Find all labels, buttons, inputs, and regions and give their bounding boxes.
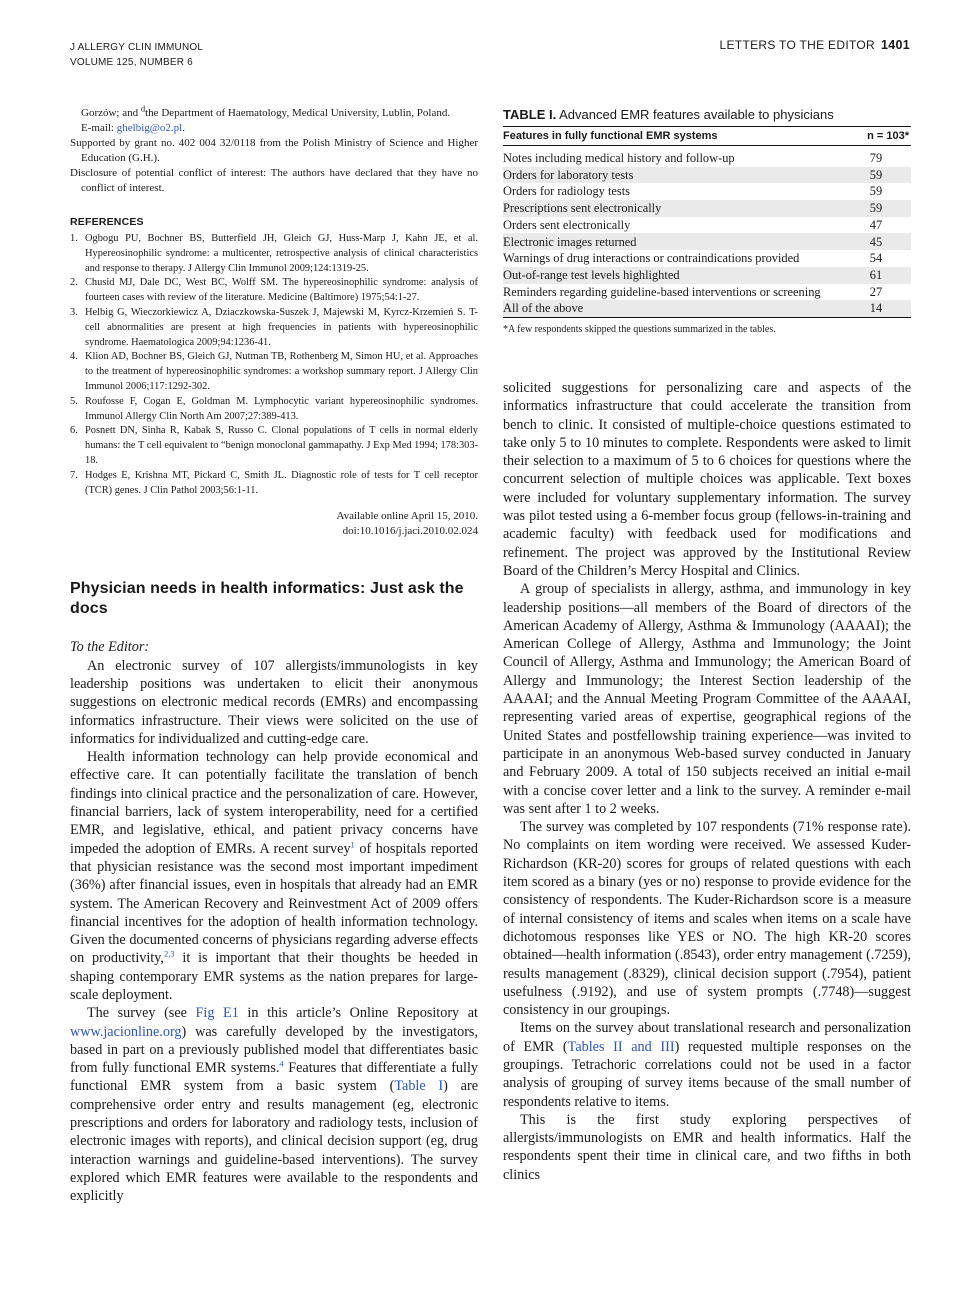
reference-item: 4. Klion AD, Bochner BS, Gleich GJ, Nutman TB, Rothenberg M, Simon HU, et al. Approaches to the treatment of hypereosinophilic syndromes: a workshop summary report. J Allergy Clin Immunol 2006;117:1292-302. — [70, 351, 478, 392]
left-column — [70, 103, 479, 1206]
available-online: Available online April 15, 2010. — [336, 510, 478, 523]
reference-item: 1. Ogbogu PU, Bochner BS, Butterfield JH, Gleich GJ, Huss-Marp J, Kahn JE, et al. Hypereosinophilic syndrome: a multicenter, retrospective analysis of clinical characteristics and response to therapy. J Allergy Clin Immunol 2009;124:1319-25. — [70, 233, 478, 274]
running-header-left — [70, 40, 203, 70]
body-paragraph: The survey was completed by 107 respondents (71% response rate). No complaints on item wording were received. We assessed Kuder-Richardson (KR-20) scores for groups of related questions with each item scored as a binary (yes or no) response to provide evidence for the consistency of respondents. The Kuder-Richardson score is a measure of internal consistency of items and scales when items on a scale have dichotomous responses like YES or NO. The high KR-20 scores obtained—health information (.8543), order entry management (.7259), results management (.8329), clinical decision support (.7954), patient usefulness (.9192), and use of system prompts (.7748)—suggest consistency in our groupings. — [503, 819, 911, 1019]
article-body-right — [503, 379, 911, 1184]
availability-note — [70, 509, 478, 539]
body-paragraph: This is the first study exploring perspectives of allergists/immunologists on EMR and health informatics. Half the respondents spent their time in clinical care, and two fifths in both clinics — [503, 1111, 911, 1183]
email-link[interactable]: ghelbig@o2.pl — [116, 122, 183, 134]
reference-item: 2. Chusid MJ, Dale DC, West BC, Wolff SM. The hypereosinophilic syndrome: analysis of fourteen cases with review of the literature. Medicine (Baltimore) 1975;54:1-27. — [70, 277, 478, 304]
table-1 — [503, 106, 911, 337]
affiliation-footnote: Gorzów; and $^d$the Department of Haematology, Medical University, Lublin, Poland. E-mail: ghelbig@o2.pl. — [81, 103, 451, 134]
citation-sup: 2,3 — [163, 948, 175, 959]
table-header-features: Features in fully functional EMR systems — [503, 127, 821, 146]
table-footnote: *A few respondents skipped the questions summarized in the tables. — [503, 323, 776, 335]
salutation: To the Editor: — [70, 639, 150, 656]
funding-footnote: Supported by grant no. 402 004 32/0118 from the Polish Ministry of Science and Higher Education (G.H.). — [70, 137, 478, 164]
references-list — [70, 232, 478, 498]
table-row: Warnings of drug interactions or contraindications provided 54 — [503, 251, 883, 266]
repository-link[interactable]: www.jacionline.org — [70, 1023, 182, 1040]
body-paragraph: Health information technology can help provide economical and effective care. It can potentially facilitate the translation of bench findings into clinical practice and the personalization of care. However, financial barriers, lack of system interoperability, need for a certified EMR, and legislative, ethical, and patient privacy concerns have impeded the adoption of EMRs. A recent survey$^1$ of hospitals reported that physician resistance was the second most important impediment (36%) after financial issues, even in hospitals that already had an EMR system. The American Recovery and Reinvestment Act of 2009 offers financial incentives for the adoption of health information technology. Given the documented concerns of physicians regarding adverse effects on productivity,$^{2,3}$ it is important that their thoughts be heeded in shaping contemporary EMR systems as the nation prepares for large-scale deployment. — [70, 749, 479, 1003]
table-row: All of the above 14 — [503, 300, 911, 317]
article-body-left — [70, 657, 478, 1206]
reference-item: 3. Helbig G, Wieczorkiewicz A, Dziaczkowska-Suszek J, Majewski M, Kyrcz-Krzemień S. T-cell abnormalities are present at high frequencies in patients with hypereosinophilic syndrome. Haematologica 2009;94:1236-41. — [70, 306, 478, 348]
citation-sup: 4 — [279, 1058, 284, 1069]
doi: doi:10.1016/j.jaci.2010.02.024 — [342, 525, 478, 538]
table-row: Notes including medical history and follow-up 79 — [503, 151, 883, 166]
table-row: Out-of-range test levels highlighted 61 — [503, 267, 911, 284]
body-paragraph: An electronic survey of 107 allergists/immunologists in key leadership positions was undertaken to elicit their anonymous suggestions on electronic medical records (EMRs) and encompassing informatics infrastructure. Their views were solicited on the use of informatics for individualized and cutting-edge care. — [70, 657, 478, 747]
page-number: 1401 — [880, 38, 910, 52]
tables-link[interactable]: Tables II and III — [567, 1038, 675, 1055]
journal-name: J ALLERGY CLIN IMMUNOL — [70, 42, 204, 53]
reference-item: 6. Posnett DN, Sinha R, Kabak S, Russo C. Clonal populations of T cells in normal elderly humans: the T cell equivalent to “benign monoclonal gammapathy. J Exp Med 1994; 178:303-18. — [70, 425, 478, 466]
references-heading: REFERENCES — [70, 216, 144, 228]
table-row: Electronic images returned 45 — [503, 233, 911, 250]
table-row: Prescriptions sent electronically 59 — [503, 200, 911, 217]
volume-number: VOLUME 125, NUMBER 6 — [70, 57, 193, 68]
article-title: Physician needs in health informatics: Just ask the docs — [70, 580, 464, 618]
reference-item: 5. Roufosse F, Cogan E, Goldman M. Lymphocytic variant hypereosinophilic syndromes. Immunol Allergy Clin North Am 2007;27:389-413. — [70, 395, 478, 422]
table-row: Reminders regarding guideline-based interventions or screening 27 — [503, 284, 883, 299]
table-row: Orders sent electronically 47 — [503, 217, 883, 232]
table-row: Orders for laboratory tests 59 — [503, 167, 911, 184]
body-paragraph: A group of specialists in allergy, asthma, and immunology in key leadership positions—all members of the Board of directors of the American Academy of Allergy, Asthma & Immunology (AAAAI); the American College of Allergy, Asthma and Immunology; the Joint Council of Allergy, Asthma and Immunology; the American Board of Allergy and Immunology; the Interest Section leadership of the AAAAI; and the Annual Meeting Program Committee of the AAAAI, representing varied areas of expertise, geographical regions of the United States and postfellowship training experience—was invited to participate in an anonymous Web-based survey conducted in January and February 2009. A total of 150 subjects received an initial e-mail with a concise cover letter and a link to the survey. A reminder e-mail was sent after 1 to 2 weeks. — [503, 581, 911, 817]
disclosure-footnote: Disclosure of potential conflict of interest: The authors have declared that they have no conflict of interest. — [70, 167, 478, 194]
figure-link[interactable]: Fig E1 — [195, 1005, 239, 1022]
table-caption: TABLE I. Advanced EMR features available to physicians — [503, 107, 834, 122]
body-paragraph: Items on the survey about translational research and personalization of EMR (Tables II and III) requested multiple responses on the groupings. Tetrachoric correlations could not be used in a factor analysis of grouping of survey items because of the small number of respondents relative to items. — [503, 1020, 912, 1110]
table-header-n: n = 103* — [821, 127, 911, 146]
section-name: LETTERS TO THE EDITOR — [719, 38, 875, 52]
running-header-right — [720, 38, 910, 52]
reference-item: 7. Hodges E, Krishna MT, Pickard C, Smith JL. Diagnostic role of tests for T cell receptor (TCR) genes. J Clin Pathol 2003;56:1-11. — [70, 469, 478, 496]
body-paragraph: The survey (see Fig E1 in this article’s Online Repository at www.jacionline.org) was carefully developed by the investigators, based in part on a previously published model that differentiates basic from fully functional EMR systems.$^4$ Features that differentiate a fully functional EMR system from a basic system (Table I) are comprehensive order entry and results management (eg, electronic prescriptions and orders for laboratory and radiology tests, inclusion of electronic images with reports), and clinical decision support (eg, drug interaction warnings and guideline-based interventions). The survey explored which EMR features were available to the respondents and explicitly — [70, 1005, 479, 1205]
citation-sup: 1 — [350, 838, 355, 849]
features-table — [503, 126, 911, 318]
body-paragraph: solicited suggestions for personalizing care and aspects of the informatics infrastructure that could accelerate the transition from bench to clinic. It consisted of multiple-choice questions estimated to take only 5 to 10 minutes to complete. Respondents were asked to limit their selection to a maximum of 5 to 6 choices for questions where the concurrent selection of multiple choices was applicable. Text boxes were included for voluntary supplementary information. The survey was pilot tested using a 6-member focus group (fellows-in-training and academic faculty) with feedback used for modifications and refinement. The project was approved by the Institutional Review Board of the Children’s Mercy Hospital and Clinics. — [503, 380, 911, 579]
table-row: Orders for radiology tests 59 — [503, 184, 883, 199]
table-link[interactable]: Table I — [394, 1078, 444, 1095]
